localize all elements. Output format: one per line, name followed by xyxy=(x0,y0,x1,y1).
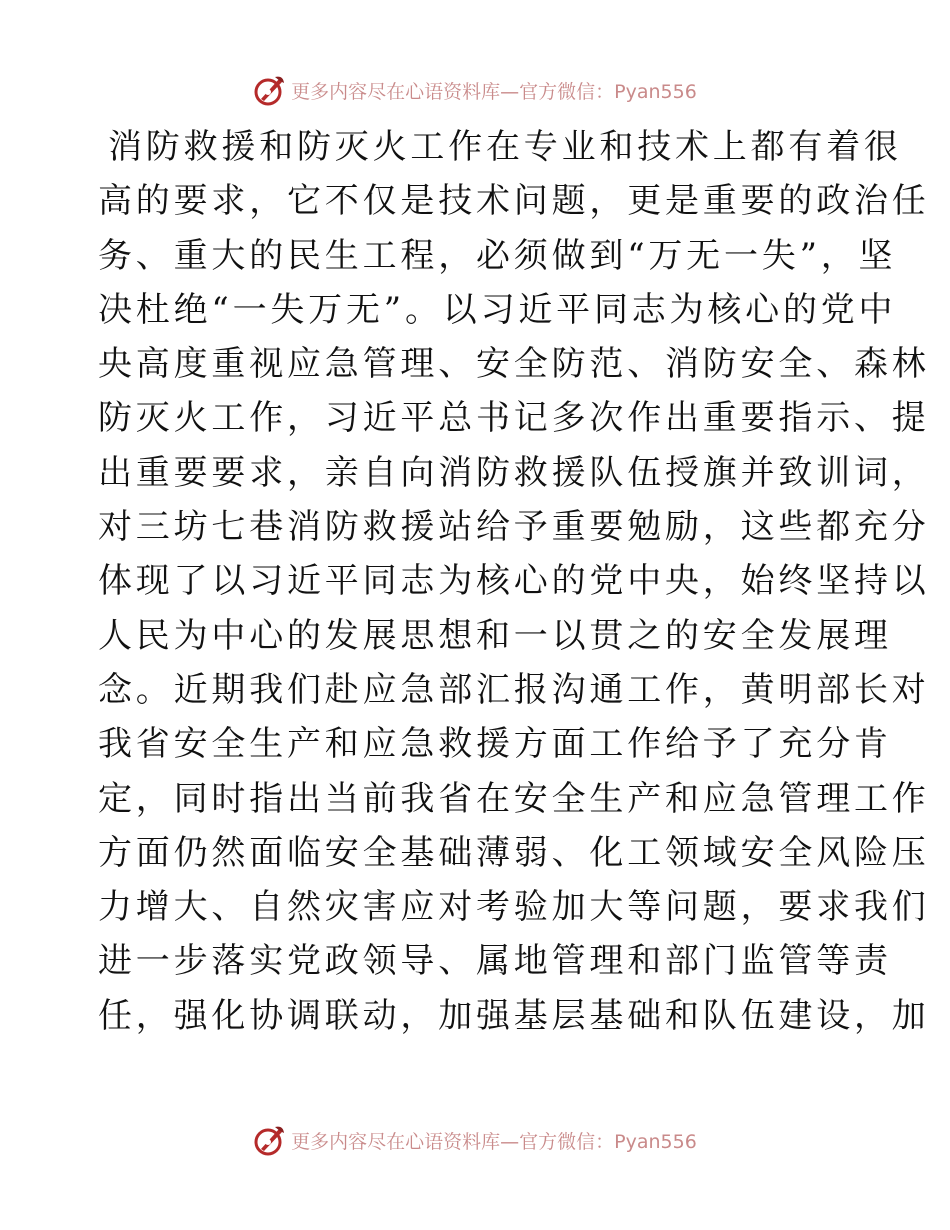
body-line-4: 决杜绝“一失万无”。以习近平同志为核心的党中 xyxy=(98,289,897,330)
body-line-15: 力增大、自然灾害应对考验加大等问题，要求我们 xyxy=(98,887,930,928)
body-line-5: 央高度重视应急管理、安全防范、消防安全、森林 xyxy=(98,344,930,385)
body-line-17: 任，强化协调联动，加强基层基础和队伍建设，加 xyxy=(98,995,930,1036)
body-line-12: 我省安全生产和应急救援方面工作给予了充分肯 xyxy=(98,724,892,765)
quill-logo-icon xyxy=(253,1123,287,1157)
body-line-6: 防灭火工作，习近平总书记多次作出重要指示、提 xyxy=(98,398,930,439)
body-line-7: 出重要要求，亲自向消防救援队伍授旗并致训词， xyxy=(98,452,930,493)
quill-logo-icon xyxy=(253,73,287,107)
body-line-11: 念。近期我们赴应急部汇报沟通工作，黄明部长对 xyxy=(98,669,930,710)
body-line-16: 进一步落实党政领导、属地管理和部门监管等责 xyxy=(98,941,892,982)
header-watermark-banner xyxy=(0,70,950,110)
body-line-1: 消防救援和防灭火工作在专业和技术上都有着很 xyxy=(108,127,902,167)
body-line-2: 高的要求，它不仅是技术问题，更是重要的政治任 xyxy=(98,181,930,222)
header-banner-text: 更多内容尽在心语资料库—官方微信：Pyan556 xyxy=(291,80,697,103)
document-body xyxy=(98,120,930,1043)
body-line-10: 人民为中心的发展思想和一以贯之的安全发展理 xyxy=(98,615,892,656)
body-line-14: 方面仍然面临安全基础薄弱、化工领域安全风险压 xyxy=(98,832,930,873)
body-line-9: 体现了以习近平同志为核心的党中央，始终坚持以 xyxy=(98,561,930,602)
footer-watermark-banner xyxy=(0,1120,950,1160)
body-line-3: 务、重大的民生工程，必须做到“万无一失”，坚 xyxy=(98,235,897,276)
footer-banner-text: 更多内容尽在心语资料库—官方微信：Pyan556 xyxy=(291,1130,697,1153)
body-line-13: 定，同时指出当前我省在安全生产和应急管理工作 xyxy=(98,778,930,819)
body-line-8: 对三坊七巷消防救援站给予重要勉励，这些都充分 xyxy=(98,507,930,548)
